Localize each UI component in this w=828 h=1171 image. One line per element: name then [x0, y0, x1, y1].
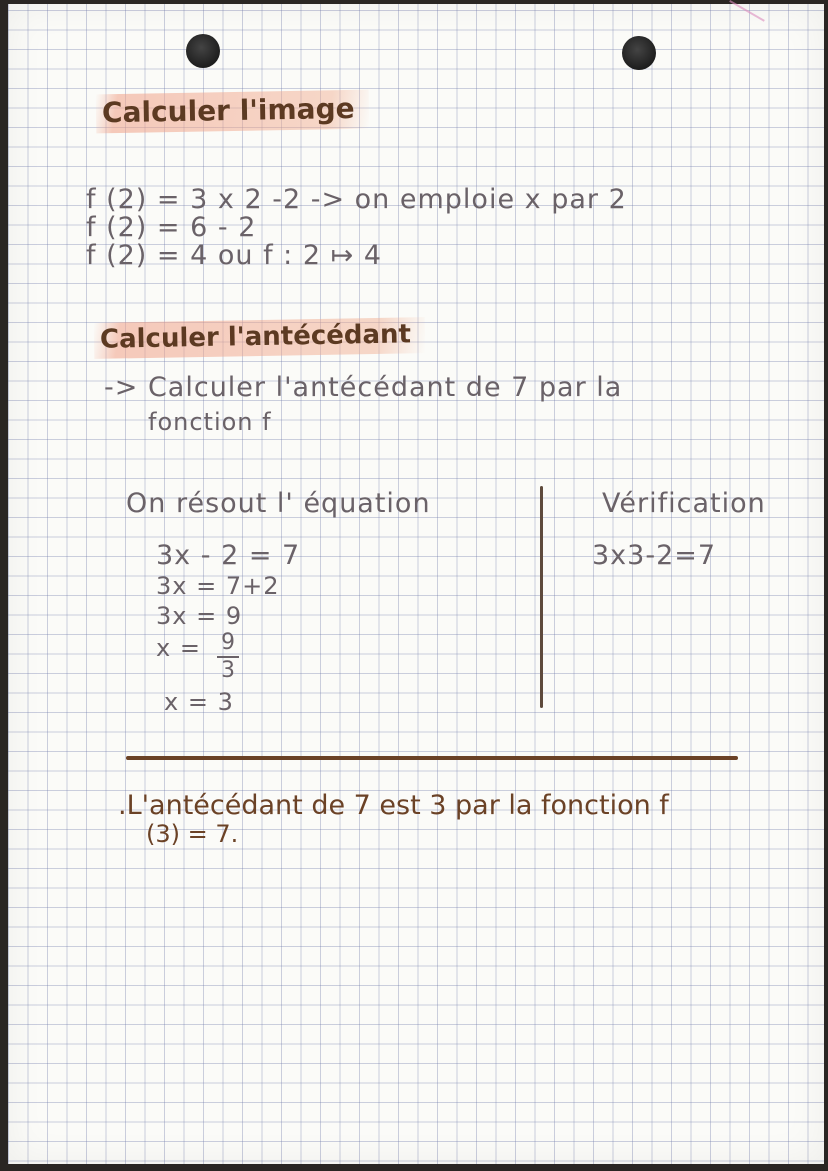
section-title-antecedent: Calculer l'antécédant — [94, 317, 426, 359]
notebook-page — [8, 4, 824, 1164]
horizontal-rule — [126, 756, 738, 760]
binder-hole-right — [622, 36, 656, 70]
fraction-denominator: 3 — [221, 658, 235, 683]
solve-step-1: 3x - 2 = 7 — [156, 540, 301, 571]
verification-header: Vérification — [602, 488, 766, 519]
solve-result: x = 3 — [164, 688, 234, 716]
instruction-line-2: fonction f — [148, 408, 272, 436]
image-line-1: f (2) = 3 x 2 -2 -> on emploie x par 2 — [86, 184, 627, 215]
solve-step-3: 3x = 9 — [156, 602, 243, 630]
image-line-2: f (2) = 6 - 2 — [86, 212, 257, 243]
fraction-numerator: 9 — [221, 630, 235, 655]
section-title-image: Calculer l'image — [96, 90, 369, 134]
binder-hole-left — [186, 34, 220, 68]
pen-mark — [715, 0, 765, 46]
verification-check: 3x3-2=7 — [592, 540, 717, 571]
solve-header: On résout l' équation — [126, 488, 431, 519]
conclusion-line-2: (3) = 7. — [146, 820, 239, 848]
column-divider — [540, 486, 543, 708]
solve-step-2: 3x = 7+2 — [156, 572, 280, 600]
fraction-nine-thirds — [213, 632, 243, 682]
instruction-line-1: -> Calculer l'antécédant de 7 par la — [104, 372, 623, 403]
solve-step-4: x = — [156, 634, 201, 662]
image-line-3: f (2) = 4 ou f : 2 ↦ 4 — [86, 240, 383, 271]
conclusion-line-1: .L'antécédant de 7 est 3 par la fonction f — [118, 790, 669, 821]
